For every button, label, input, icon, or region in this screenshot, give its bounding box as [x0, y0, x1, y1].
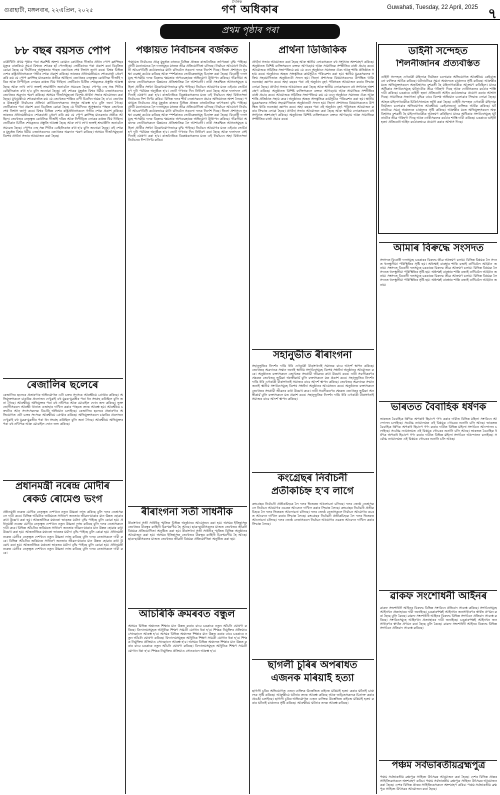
headline-birangana-sati: ৰীৰাংগনা সতী সাধনীক	[141, 507, 233, 518]
article-body-birangana-sati: ৰীৰাংগনা সতী সাধনীৰ স্মৃতিত বিভিন্ন অনুষ্ঠানৰ আয়োজন কৰা হয়। অসমৰ ইতিহাসত তেখেতৰ বীৰত্বৰ কাহিনী চিৰস্মৰণীয় হৈ আছে। ছাত্ৰ-ছাত্ৰীসকলৰ মাজত তেখেতৰ জীৱনী বিষয়ক প্ৰতিযোগিতা অনুষ্ঠিত কৰা হয়। ৰীৰাংগনা সতী সাধনীৰ স্মৃতিত বিভিন্ন অনুষ্ঠানৰ আয়োজন কৰা হয়। অসমৰ ইতিহাসত তেখেতৰ বীৰত্বৰ কাহিনী চিৰস্মৰণীয় হৈ আছে। ছাত্ৰ-ছাত্ৰীসকলৰ মাজত তেখেতৰ জীৱনী বিষয়ক প্ৰতিযোগিতা অনুষ্ঠিত কৰা হয়।	[128, 521, 247, 542]
column-rule	[125, 42, 126, 794]
headline-witch: ডাইনী সন্দেহত	[408, 46, 468, 57]
article-body-pope: বাকীখিনি প্ৰথম পৃষ্ঠাৰ পৰা অৱশিষ্ট অংশ। ৰোমান কেথলিক গীৰ্জাৰ প্ৰধান পোপ ফ্ৰান্সিছৰ মৃত্যুৰ বাতৰিয়ে সমগ্ৰ বিশ্বতে শোকৰ ছাঁ পেলাইছে। ভেটিকানৰ পৰা প্ৰকাশ কৰা বিবৃতিত কোৱা হৈছে যে দীৰ্ঘদিনৰ অসুস্থতাৰ পাছত তেখেতে শেষ নিশ্বাস ত্যাগ কৰে। বিশ্বৰ বিভিন্ন দেশৰ ৰাষ্ট্ৰপ্ৰধানসকলে গভীৰ শোক প্ৰকাশ কৰিছে। ভাৰতৰ প্ৰধানমন্ত্ৰীয়েও শোকবাৰ্তা প্ৰেৰণ কৰি কয় যে পোপ ফ্ৰান্সিছ মানৱতাৰ প্ৰতীক আছিল। তেখেতৰ নেতৃত্বত কেথলিক গীৰ্জাই দৰিদ্ৰ আৰু নিপীড়িত লোকৰ কাষত থিয় দিছিল। ভেটিকান চিটিত শেষকৃত্যৰ প্ৰস্তুতি আৰম্ভ হৈছে আৰু লাখ লাখ ভক্তই শ্ৰদ্ধাঞ্জলি জনাবলৈ সমবেত হৈছে। পোপৰ দেহ সন্ত পিটাৰ বেছিলিকাত ৰখা হ'ব বুলি জনোৱা হৈছে। এই শোকৰ মুহূৰ্তত বিশ্বৰ ধৰ্মীয় নেতাসকলেও তেখেতৰ অৱদান স্মৰণ কৰিছে। অসমৰ গীৰ্জাসমূহতো বিশেষ প্ৰাৰ্থনা সভাৰ আয়োজন কৰা হৈছে। মুখ্যমন্ত্ৰীয়ে শোকবাৰ্তাত কয় যে তেখেতৰ শান্তিৰ বাণী চিৰদিন অমৰ হৈ ৰ'ব। তেখেতৰ উত্তৰসূৰী নিৰ্বাচনৰ প্ৰক্ৰিয়া কাৰ্ডিনেলসকলৰ সভাত আৰম্ভ হ'ব বুলি জনা গৈছে। ভেটিকানৰ পৰা প্ৰকাশ কৰা বিবৃতিত কোৱা হৈছে যে দীৰ্ঘদিনৰ অসুস্থতাৰ পাছত তেখেতে শেষ নিশ্বাস ত্যাগ কৰে। বিশ্বৰ বিভিন্ন দেশৰ ৰাষ্ট্ৰপ্ৰধানসকলে গভীৰ শোক প্ৰকাশ কৰিছে। ভাৰতৰ প্ৰধানমন্ত্ৰীয়েও শোকবাৰ্তা প্ৰেৰণ কৰি কয় যে পোপ ফ্ৰান্সিছ মানৱতাৰ প্ৰতীক আছিল। তেখেতৰ নেতৃত্বত কেথলিক গীৰ্জাই দৰিদ্ৰ আৰু নিপীড়িত লোকৰ কাষত থিয় দিছিল। ভেটিকান চিটিত শেষকৃত্যৰ প্ৰস্তুতি আৰম্ভ হৈছে আৰু লাখ লাখ ভক্তই শ্ৰদ্ধাঞ্জলি জনাবলৈ সমবেত হৈছে। পোপৰ দেহ সন্ত পিটাৰ বেছিলিকাত ৰখা হ'ব বুলি জনোৱা হৈছে। এই শোকৰ মুহূৰ্তত বিশ্বৰ ধৰ্মীয় নেতাসকলেও তেখেতৰ অৱদান স্মৰণ কৰিছে। অসমৰ গীৰ্জাসমূহতো বিশেষ প্ৰাৰ্থনা সভাৰ আয়োজন কৰা হৈছে।	[3, 60, 123, 138]
article-body-marital-rape: ভাৰতত বৈবাহিক ধৰ্ষণক অপৰাধ হিচাপে গণ্য কৰাৰ দাবীত বিভিন্ন মহিলা সংগঠনে আন্দোলন চলাইছে। সৰ্বোচ্চ ন্যায়ালয়ত এই বিষয়ক গোচৰৰ শুনানি চলি আছে। ভাৰতত বৈবাহিক ধৰ্ষণক অপৰাধ হিচাপে গণ্য কৰাৰ দাবীত বিভিন্ন মহিলা সংগঠনে আন্দোলন চলাইছে। সৰ্বোচ্চ ন্যায়ালয়ত এই বিষয়ক গোচৰৰ শুনানি চলি আছে। ভাৰতত বৈবাহিক ধৰ্ষণক অপৰাধ হিচাপে গণ্য কৰাৰ দাবীত বিভিন্ন মহিলা সংগঠনে আন্দোলন চলাইছে। সৰ্বোচ্চ ন্যায়ালয়ত এই বিষয়ক গোচৰৰ শুনানি চলি আছে।	[380, 417, 497, 442]
article-body-rejali: ৰেজালিৰ ছলেৰে প্ৰতাৰণাৰ অভিযোগত এটা চক্ৰৰ সদস্যক আৰক্ষীয়ে গ্ৰেপ্তাৰ কৰিছে। অভিযুক্তসকলে চাকৰিৰ প্ৰলোভন দেখুৱাই বহু যুৱক-যুৱতীৰ পৰা ধন সংগ্ৰহ কৰিছিল বুলি জনা গৈছে। আৰক্ষীয়ে অভিযুক্তৰ পৰা বহু নথিপত্ৰ আৰু মোবাইল ফোন জব্দ কৰিছে। ভুক্তভোগীসকলে আৰক্ষী থানাত এজাহাৰ দাখিল কৰাৰ পাছতে তদন্ত আৰম্ভ হয়। আৰক্ষীয়ে চক্ৰটোৰ আন সদস্যসকলক বিচাৰি অভিযান চলাইছে। ৰেজালিৰ ছলেৰে প্ৰতাৰণাৰ অভিযোগত এটা চক্ৰৰ সদস্যক আৰক্ষীয়ে গ্ৰেপ্তাৰ কৰিছে। অভিযুক্তসকলে চাকৰিৰ প্ৰলোভন দেখুৱাই বহু যুৱক-যুৱতীৰ পৰা ধন সংগ্ৰহ কৰিছিল বুলি জনা গৈছে। আৰক্ষীয়ে অভিযুক্তৰ পৰা বহু নথিপত্ৰ আৰু মোবাইল ফোন জব্দ কৰিছে।	[3, 393, 123, 426]
headline-congress-symbol: কংগ্ৰেছৰ নিৰ্বাচনী	[277, 473, 348, 484]
newspaper-logo: গণ অধিকাৰ	[221, 3, 279, 16]
masthead-tagline: দৈনিক	[232, 0, 243, 4]
article-body-prayer: প্ৰাৰ্থনা সভাৰ আয়োজন কৰা হৈছে আৰু স্থানীয় লোকসকলে বহু সংখ্যাত অংশগ্ৰহণ কৰিছে। অনুষ্ঠানত বিশিষ্ট ব্যক্তিসকলে বক্তব্য আগবঢ়ায় আৰু সামাজিক সম্প্ৰীতিৰ বাৰ্তা প্ৰচাৰ কৰে। আয়োজক সমিতিৰ সভাপতিয়ে কয় যে এনে অনুষ্ঠানে সমাজত ঐক্য আৰু শান্তি প্ৰতিষ্ঠাত সহায় কৰে। অনুষ্ঠানৰ অন্তত সাংস্কৃতিক কাৰ্যসূচীও পৰিৱেশন কৰা হয়। স্থানীয় যুৱকসকলৰ সক্ৰিয় সহযোগিতাত অনুষ্ঠানটো সফল হয়। জিলা প্ৰশাসনৰ বিষয়াসকলেও উপস্থিত থাকি শুভেচ্ছা জ্ঞাপন কৰে। অহা বছৰৰ পৰা এই অনুষ্ঠান বৃহৎ পৰিসৰত আয়োজন কৰাৰ সিদ্ধান্ত লোৱা হৈছে। প্ৰাৰ্থনা সভাৰ আয়োজন কৰা হৈছে আৰু স্থানীয় লোকসকলে বহু সংখ্যাত অংশগ্ৰহণ কৰিছে। অনুষ্ঠানত বিশিষ্ট ব্যক্তিসকলে বক্তব্য আগবঢ়ায় আৰু সামাজিক সম্প্ৰীতিৰ বাৰ্তা প্ৰচাৰ কৰে। আয়োজক সমিতিৰ সভাপতিয়ে কয় যে এনে অনুষ্ঠানে সমাজত ঐক্য আৰু শান্তি প্ৰতিষ্ঠাত সহায় কৰে। অনুষ্ঠানৰ অন্তত সাংস্কৃতিক কাৰ্যসূচীও পৰিৱেশন কৰা হয়। স্থানীয় যুৱকসকলৰ সক্ৰিয় সহযোগিতাত অনুষ্ঠানটো সফল হয়। জিলা প্ৰশাসনৰ বিষয়াসকলেও উপস্থিত থাকি শুভেচ্ছা জ্ঞাপন কৰে। অহা বছৰৰ পৰা এই অনুষ্ঠান বৃহৎ পৰিসৰত আয়োজন কৰাৰ সিদ্ধান্ত লোৱা হৈছে। প্ৰাৰ্থনা সভাৰ আয়োজন কৰা হৈছে আৰু স্থানীয় লোকসকলে বহু সংখ্যাত অংশগ্ৰহণ কৰিছে। অনুষ্ঠানত বিশিষ্ট ব্যক্তিসকলে বক্তব্য আগবঢ়ায় আৰু সামাজিক সম্প্ৰীতিৰ বাৰ্তা প্ৰচাৰ কৰে।	[252, 60, 374, 122]
headline-pm-modi-line2: ৰেকৰ্ড ৰোমেণ্ড ভংগ	[22, 494, 103, 505]
column-rule	[376, 42, 377, 794]
headline-goat-theft-line2: এজনক মৰিয়াই হত্যা	[270, 673, 355, 684]
article-body-goat-theft: ছাগলী চুৰিৰ অভিযোগত এজন ব্যক্তিক উত্তেজিত ৰাইজে মৰিয়াই হত্যা কৰাৰ ঘটনাই চাঞ্চল্যৰ সৃষ্টি কৰিছে। আৰক্ষীয়ে ঘটনাৰ তদন্ত আৰম্ভ কৰিছে আৰু জড়িতসকলক চিনাক্ত কৰাৰ প্ৰচেষ্টা চলাইছে। ছাগলী চুৰিৰ অভিযোগত এজন ব্যক্তিক উত্তেজিত ৰাইজে মৰিয়াই হত্যা কৰাৰ ঘটনাই চাঞ্চল্যৰ সৃষ্টি কৰিছে। আৰক্ষীয়ে ঘটনাৰ তদন্ত আৰম্ভ কৰিছে।	[252, 689, 374, 706]
headline-prayer: প্ৰাৰ্থনা ডিজিকিক	[278, 45, 347, 56]
article-body-brahmaputra-festival: পঞ্চম সৰ্বভাৰতীয় ব্ৰহ্মপুত্ৰ সাহিত্য উৎসৱৰ আয়োজন কৰা হৈছে। দেশৰ বিভিন্ন প্ৰান্তৰ সাহিত্যিকসকলে অংশগ্ৰহণ কৰিব। পঞ্চম সৰ্বভাৰতীয় ব্ৰহ্মপুত্ৰ সাহিত্য উৎসৱৰ আয়োজন কৰা হৈছে। দেশৰ বিভিন্ন প্ৰান্তৰ সাহিত্যিকসকলে অংশগ্ৰহণ কৰিব। পঞ্চম সৰ্বভাৰতীয় ব্ৰহ্মপুত্ৰ সাহিত্য উৎসৱৰ আয়োজন কৰা হৈছে।	[380, 775, 497, 792]
masthead	[0, 0, 500, 20]
article-body-pm-modi: প্ৰধানমন্ত্ৰী নৰেন্দ্ৰ মোদীৰ নেতৃত্বত দেশখনে নতুন উচ্চতা লাভ কৰিছে বুলি দলৰ নেতাসকলে দাবী কৰে। বিভিন্ন আঁচনিৰ জৰিয়তে সাধাৰণ জনতাৰ জীৱন-যাত্ৰাৰ মান উন্নত হোৱাৰ কথা উল্লেখ কৰা হয়। আন্তৰ্জাতিক মঞ্চতো ভাৰতৰ মৰ্যাদা বৃদ্ধি পাইছে বুলি কোৱা হয়। প্ৰধানমন্ত্ৰী নৰেন্দ্ৰ মোদীৰ নেতৃত্বত দেশখনে নতুন উচ্চতা লাভ কৰিছে বুলি দলৰ নেতাসকলে দাবী কৰে। বিভিন্ন আঁচনিৰ জৰিয়তে সাধাৰণ জনতাৰ জীৱন-যাত্ৰাৰ মান উন্নত হোৱাৰ কথা উল্লেখ কৰা হয়। আন্তৰ্জাতিক মঞ্চতো ভাৰতৰ মৰ্যাদা বৃদ্ধি পাইছে বুলি কোৱা হয়। প্ৰধানমন্ত্ৰী নৰেন্দ্ৰ মোদীৰ নেতৃত্বত দেশখনে নতুন উচ্চতা লাভ কৰিছে বুলি দলৰ নেতাসকলে দাবী কৰে। বিভিন্ন আঁচনিৰ জৰিয়তে সাধাৰণ জনতাৰ জীৱন-যাত্ৰাৰ মান উন্নত হোৱাৰ কথা উল্লেখ কৰা হয়। আন্তৰ্জাতিক মঞ্চতো ভাৰতৰ মৰ্যাদা বৃদ্ধি পাইছে বুলি কোৱা হয়। প্ৰধানমন্ত্ৰী নৰেন্দ্ৰ মোদীৰ নেতৃত্বত দেশখনে নতুন উচ্চতা লাভ কৰিছে বুলি দলৰ নেতাসকলে দাবী কৰে।	[3, 510, 123, 555]
article-body-congress-symbol: কংগ্ৰেছৰ নিৰ্বাচনী প্ৰতীকচিহ্নক লৈ দলৰ ভিতৰত আলোচনা চলিছে। দলৰ জ্যেষ্ঠ নেতাসকলে নিৰ্বাচন আয়োগৰ ওচৰত আবেদন দাখিল কৰাৰ সিদ্ধান্ত লৈছে। কংগ্ৰেছৰ নিৰ্বাচনী প্ৰতীকচিহ্নক লৈ দলৰ ভিতৰত আলোচনা চলিছে। দলৰ জ্যেষ্ঠ নেতাসকলে নিৰ্বাচন আয়োগৰ ওচৰত আবেদন দাখিল কৰাৰ সিদ্ধান্ত লৈছে। কংগ্ৰেছৰ নিৰ্বাচনী প্ৰতীকচিহ্নক লৈ দলৰ ভিতৰত আলোচনা চলিছে। দলৰ জ্যেষ্ঠ নেতাসকলে নিৰ্বাচন আয়োগৰ ওচৰত আবেদন দাখিল কৰাৰ সিদ্ধান্ত লৈছে।	[252, 502, 374, 527]
headline-pope: ৮৮ বছৰ বয়সত পোপ	[14, 45, 111, 57]
article-body-waqf-amendment: ৱাকফ সংশোধনী আইনৰ বিৰুদ্ধে বিভিন্ন সংগঠনে প্ৰতিবাদ সাব্যস্ত কৰিছে। সংগঠনসমূহে আইনখন প্ৰত্যাহাৰৰ দাবী জনাইছে। চৰকাৰপক্ষই আইনখন জনসাধাৰণৰ স্বাৰ্থত প্ৰণয়ন কৰা হৈছে বুলি কৈছে। ৱাকফ সংশোধনী আইনৰ বিৰুদ্ধে বিভিন্ন সংগঠনে প্ৰতিবাদ সাব্যস্ত কৰিছে। সংগঠনসমূহে আইনখন প্ৰত্যাহাৰৰ দাবী জনাইছে। চৰকাৰপক্ষই আইনখন জনসাধাৰণৰ স্বাৰ্থত প্ৰণয়ন কৰা হৈছে বুলি কৈছে। ৱাকফ সংশোধনী আইনৰ বিৰুদ্ধে বিভিন্ন সংগঠনে প্ৰতিবাদ সাব্যস্ত কৰিছে।	[380, 606, 497, 631]
article-body-parliament: সংসদত বিৰোধী দলসমূহে চৰকাৰৰ বিৰুদ্ধে তীব্ৰ আক্ৰমণ চলায়। বিভিন্ন বিষয়ক লৈ সদনত হুলস্থুলীয়া পৰিস্থিতিৰ সৃষ্টি হয়। অধ্যক্ষই বাৰম্বাৰ শান্তি বজাই ৰাখিবলৈ আহ্বান জনায়। সংসদত বিৰোধী দলসমূহে চৰকাৰৰ বিৰুদ্ধে তীব্ৰ আক্ৰমণ চলায়। বিভিন্ন বিষয়ক লৈ সদনত হুলস্থুলীয়া পৰিস্থিতিৰ সৃষ্টি হয়। অধ্যক্ষই বাৰম্বাৰ শান্তি বজাই ৰাখিবলৈ আহ্বান জনায়। সংসদত বিৰোধী দলসমূহে চৰকাৰৰ বিৰুদ্ধে তীব্ৰ আক্ৰমণ চলায়। বিভিন্ন বিষয়ক লৈ সদনত হুলস্থুলীয়া পৰিস্থিতিৰ সৃষ্টি হয়। অধ্যক্ষই বাৰম্বাৰ শান্তি বজাই ৰাখিবলৈ আহ্বান জনায়।	[380, 258, 497, 287]
headline-panchayat-election: পঞ্চায়ত নিৰ্বাচনৰ বৰ্জকত	[135, 45, 239, 56]
headline-education: আচৰিকি ক্ৰমৰবত বন্ধুল	[139, 609, 235, 620]
article-body-sympathy: সহানুভূতিৰ নিদৰ্শন দাঙি ধৰি এগৰাকী বীৰাংগনাই সমাজৰ বাবে আদৰ্শ স্থাপন কৰিছে। তেখেতৰ অৱদানক সন্মান জনাই স্থানীয় সংগঠনসমূহে বিশেষ সম্বৰ্ধনা অনুষ্ঠানৰ আয়োজন কৰে। অনুষ্ঠানত বক্তাসকলে তেখেতৰ সংগ্ৰামী জীৱনৰ কথা উল্লেখ কৰে। নাৰী সবলীকৰণৰ ক্ষেত্ৰত তেখেতৰ ভূমিকা অনস্বীকাৰ্য বুলি বক্তাসকলে মত প্ৰকাশ কৰে। সহানুভূতিৰ নিদৰ্শন দাঙি ধৰি এগৰাকী বীৰাংগনাই সমাজৰ বাবে আদৰ্শ স্থাপন কৰিছে। তেখেতৰ অৱদানক সন্মান জনাই স্থানীয় সংগঠনসমূহে বিশেষ সম্বৰ্ধনা অনুষ্ঠানৰ আয়োজন কৰে। অনুষ্ঠানত বক্তাসকলে তেখেতৰ সংগ্ৰামী জীৱনৰ কথা উল্লেখ কৰে। নাৰী সবলীকৰণৰ ক্ষেত্ৰত তেখেতৰ ভূমিকা অনস্বীকাৰ্য বুলি বক্তাসকলে মত প্ৰকাশ কৰে। সহানুভূতিৰ নিদৰ্শন দাঙি ধৰি এগৰাকী বীৰাংগনাই সমাজৰ বাবে আদৰ্শ স্থাপন কৰিছে।	[252, 364, 374, 401]
headline-waqf-amendment: ৱাকফ সংশোধনী আইনৰ	[390, 591, 487, 602]
headline-pm-modi: প্ৰধানমন্ত্ৰী নৰেন্দ্ৰ মোদীৰ	[15, 481, 110, 492]
headline-brahmaputra-festival: পঞ্চম সৰ্বভাৰতীয়ব্ৰহ্মপুত্ৰ	[391, 761, 486, 771]
masthead-date-assamese: গুৱাহাটী, মঙ্গলবাৰ, ২২এপ্ৰিল, ২০২৫	[4, 8, 94, 14]
headline-parliament: আমাৰ বিৰুদ্ধে সংসদত	[393, 243, 484, 254]
article-body-witch: ডাইনী সন্দেহত এগৰাকী মহিলাক নিৰ্যাতন চলোৱাৰ অভিযোগত আৰক্ষীয়ে কেইবাজনো ব্যক্তিক আটক কৰিছে। ঘটনাটোৱে সমগ্ৰ অঞ্চলতে চাঞ্চল্যৰ সৃষ্টি কৰিছে। আৰক্ষীৰ মতে অভিযুক্তসকলে অন্ধবিশ্বাসৰ বশৱৰ্তী হৈ মহিলাগৰাকীক আক্ৰমণ কৰিছিল। মানৱ অধিকাৰ সংগঠনসমূহে ঘটনাটোৰ তীব্ৰ গৰিহণা দিছে আৰু দোষীসকলৰ কঠোৰ শাস্তি দাবী কৰিছে। চৰকাৰে ডাইনী হত্যা প্ৰতিৰোধ আইন কঠোৰভাৱে প্ৰয়োগ কৰাৰ আশ্বাস দিছে। সামাজিক সজাগতা বৃদ্ধিৰ বাবে বিশেষ অভিযান চলোৱাৰ সিদ্ধান্ত লোৱা হৈছে। আহত মহিলাগৰাকীক চিকিৎসালয়ত ভৰ্তি কৰা হৈছে। ডাইনী সন্দেহত এগৰাকী মহিলাক নিৰ্যাতন চলোৱাৰ অভিযোগত আৰক্ষীয়ে কেইবাজনো ব্যক্তিক আটক কৰিছে। ঘটনাটোৱে সমগ্ৰ অঞ্চলতে চাঞ্চল্যৰ সৃষ্টি কৰিছে। আৰক্ষীৰ মতে অভিযুক্তসকলে অন্ধবিশ্বাসৰ বশৱৰ্তী হৈ মহিলাগৰাকীক আক্ৰমণ কৰিছিল। মানৱ অধিকাৰ সংগঠনসমূহে ঘটনাটোৰ তীব্ৰ গৰিহণা দিছে আৰু দোষীসকলৰ কঠোৰ শাস্তি দাবী কৰিছে। চৰকাৰে ডাইনী হত্যা প্ৰতিৰোধ আইন কঠোৰভাৱে প্ৰয়োগ কৰাৰ আশ্বাস দিছে।	[381, 75, 496, 125]
headline-witch-line2: শিলনীজানৰ প্ৰত্যৰ্বস্তিত	[396, 59, 480, 69]
article-body-education: অসমৰ বিভিন্ন অঞ্চলত শিক্ষাৰ মান উন্নত কৰাৰ বাবে চৰকাৰে নতুন আঁচনি ঘোষণা কৰিছে। বিদ্যালয়সমূহত আধুনিক শিক্ষণ সামগ্ৰী যোগান ধৰা হ'ব। শিক্ষক নিযুক্তিৰ প্ৰক্ৰিয়াও সোনকালে আৰম্ভ হ'ব। অসমৰ বিভিন্ন অঞ্চলত শিক্ষাৰ মান উন্নত কৰাৰ বাবে চৰকাৰে নতুন আঁচনি ঘোষণা কৰিছে। বিদ্যালয়সমূহত আধুনিক শিক্ষণ সামগ্ৰী যোগান ধৰা হ'ব। শিক্ষক নিযুক্তিৰ প্ৰক্ৰিয়াও সোনকালে আৰম্ভ হ'ব। অসমৰ বিভিন্ন অঞ্চলত শিক্ষাৰ মান উন্নত কৰাৰ বাবে চৰকাৰে নতুন আঁচনি ঘোষণা কৰিছে। বিদ্যালয়সমূহত আধুনিক শিক্ষণ সামগ্ৰী যোগান ধৰা হ'ব। শিক্ষক নিযুক্তিৰ প্ৰক্ৰিয়াও সোনকালে আৰম্ভ হ'ব।	[128, 624, 247, 653]
page-number: ৭	[487, 6, 497, 22]
headline-rejali: ৰেজালিৰ ছলেৰে	[26, 379, 99, 391]
headline-goat-theft: ছাগলী চুৰিৰ অপৰাধত	[267, 660, 358, 671]
headline-marital-rape: ভাৰতত বৈবাহিক ধৰ্ষণক	[390, 402, 487, 413]
masthead-date-english: Guwahati, Tuesday, 22 April, 2025	[387, 5, 478, 11]
headline-sympathy: সহানুভীত ৰীৰাংগনা	[273, 350, 352, 361]
headline-congress-symbol-line2: প্ৰতীকচিহ্ন হ'ব লাগে	[271, 486, 354, 497]
section-banner: প্ৰথম পৃষ্ঠাৰ পৰা	[160, 24, 340, 39]
article-body-panchayat-election: পঞ্চায়ত নিৰ্বাচনৰ প্ৰাক্ মুহূৰ্তত ৰাজ্যৰ বিভিন্ন প্ৰান্তত ৰাজনৈতিক তৎপৰতা বৃদ্ধি পাইছে। প্ৰাৰ্থী মনোনয়নক লৈ দলসমূহৰ মাজত তীব্ৰ প্ৰতিযোগিতা চলিছে। নিৰ্বাচন আয়োগে নিৰ্বাচনী আচৰণবিধি কঠোৰভাৱে মানি চলিবলৈ সকলো দলক নিৰ্দেশ দিছে। জিলা প্ৰশাসনে সুৰক্ষা ব্যৱস্থা কঠোৰ কৰিছে আৰু স্পৰ্শকাতৰ ভোটকেন্দ্ৰসমূহ চিনাক্ত কৰা হৈছে। বিৰোধী দলসমূহে শাসকীয় দলৰ বিৰুদ্ধে ক্ষমতাৰ অপব্যৱহাৰৰ অভিযোগ উত্থাপন কৰিছে। গাঁৱলীয়া অঞ্চলৰ ভোটাৰসকলে উন্নয়নৰ প্ৰতিশ্ৰুতিক লৈ আশাবাদী। নাৰী সংৰক্ষিত আসনসমূহত মহিলা প্ৰাৰ্থীৰ সংখ্যা উল্লেখযোগ্যভাৱে বৃদ্ধি পাইছে। নিৰ্বাচন আয়োগৰ মতে এইবাৰ ভোটগ্ৰহণ দুটা পৰ্যায়ত অনুষ্ঠিত হ'ব। ভোট গণনাৰ দিন নিৰ্ধাৰণ কৰা হৈছে আৰু ফলাফল সেইদিনাই ঘোষণা কৰা হ'ব। ৰাজনৈতিক বিশ্লেষকসকলৰ মতে এই নিৰ্বাচনে অহা বিধানসভা নিৰ্বাচনৰ দিশ নিৰ্ণয় কৰিব। বিভিন্ন দলৰ শীৰ্ষ নেতাসকলে প্ৰচাৰ অভিযানত অংশ লৈছে। পঞ্চায়ত নিৰ্বাচনৰ প্ৰাক্ মুহূৰ্তত ৰাজ্যৰ বিভিন্ন প্ৰান্তত ৰাজনৈতিক তৎপৰতা বৃদ্ধি পাইছে। প্ৰাৰ্থী মনোনয়নক লৈ দলসমূহৰ মাজত তীব্ৰ প্ৰতিযোগিতা চলিছে। নিৰ্বাচন আয়োগে নিৰ্বাচনী আচৰণবিধি কঠোৰভাৱে মানি চলিবলৈ সকলো দলক নিৰ্দেশ দিছে। জিলা প্ৰশাসনে সুৰক্ষা ব্যৱস্থা কঠোৰ কৰিছে আৰু স্পৰ্শকাতৰ ভোটকেন্দ্ৰসমূহ চিনাক্ত কৰা হৈছে। বিৰোধী দলসমূহে শাসকীয় দলৰ বিৰুদ্ধে ক্ষমতাৰ অপব্যৱহাৰৰ অভিযোগ উত্থাপন কৰিছে। গাঁৱলীয়া অঞ্চলৰ ভোটাৰসকলে উন্নয়নৰ প্ৰতিশ্ৰুতিক লৈ আশাবাদী। নাৰী সংৰক্ষিত আসনসমূহত মহিলা প্ৰাৰ্থীৰ সংখ্যা উল্লেখযোগ্যভাৱে বৃদ্ধি পাইছে। নিৰ্বাচন আয়োগৰ মতে এইবাৰ ভোটগ্ৰহণ দুটা পৰ্যায়ত অনুষ্ঠিত হ'ব। ভোট গণনাৰ দিন নিৰ্ধাৰণ কৰা হৈছে আৰু ফলাফল সেইদিনাই ঘোষণা কৰা হ'ব। ৰাজনৈতিক বিশ্লেষকসকলৰ মতে এই নিৰ্বাচনে অহা বিধানসভা নিৰ্বাচনৰ দিশ নিৰ্ণয় কৰিব।	[128, 60, 247, 142]
